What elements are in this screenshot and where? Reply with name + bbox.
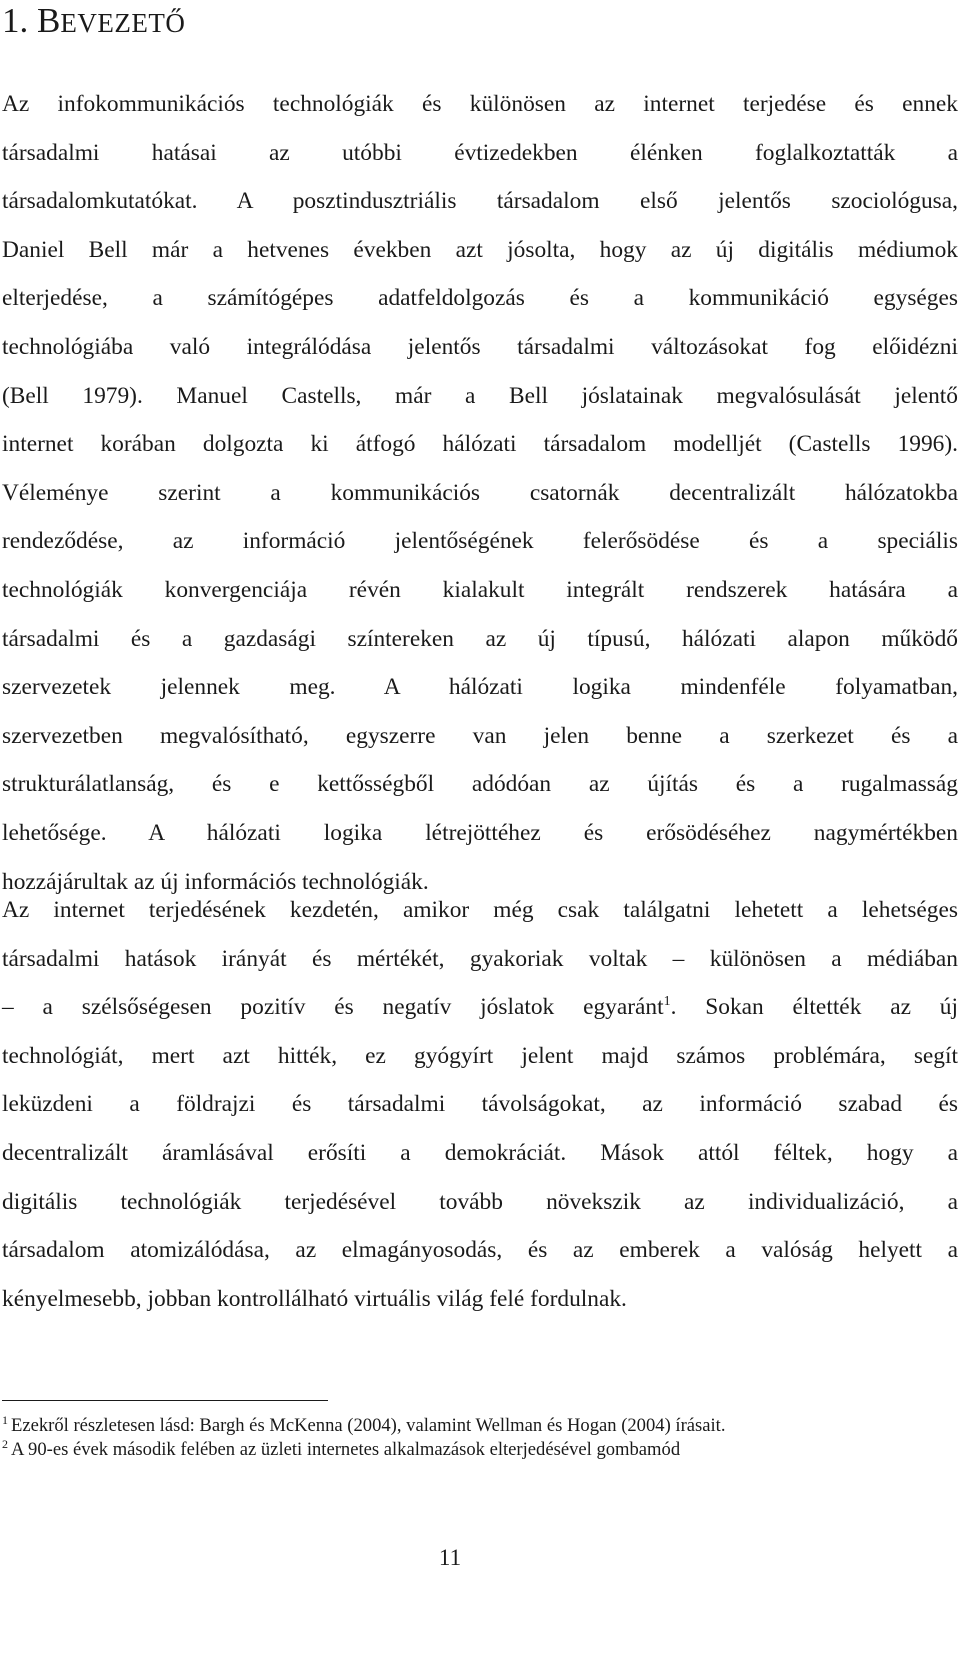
paragraph-line: Az internet terjedésének kezdetén, amikor még csak találgatni lehetett a lehetséges (2, 897, 958, 923)
paragraph-line: lehetősége. A hálózati logika létrejöttéhez és erősödéséhez nagymértékben (2, 819, 958, 846)
footnote-reference-1[interactable]: 1 (663, 994, 671, 1010)
heading-number: 1. B (2, 1, 61, 40)
paragraph-line: Véleménye szerint a kommunikációs csatornák decentralizált hálózatokba (2, 479, 958, 506)
paragraph-line: szervezetek jelennek meg. A hálózati logika mindenféle folyamatban, (2, 674, 958, 701)
paragraph-1 (2, 80, 958, 906)
paragraph-line-with-footnote-ref (2, 983, 958, 1032)
footnote-2 (2, 1438, 680, 1462)
paragraph-line: technológiába való integrálódása jelentős társadalmi változásokat fog előidézni (2, 333, 958, 360)
paragraph-line: rendeződése, az információ jelentőségének felerősödése és a speciális (2, 528, 958, 555)
paragraph-line: elterjedése, a számítógépes adatfeldolgozás és a kommunikáció egységes (2, 285, 958, 312)
paragraph-line: decentralizált áramlásával erősíti a demokráciát. Mások attól féltek, hogy a (2, 1139, 958, 1166)
paragraph-2 (2, 886, 958, 1323)
heading-smallcaps: EVEZETŐ (60, 8, 186, 38)
paragraph-line: (Bell 1979). Manuel Castells, már a Bell jóslatainak megvalósulását jelentő (2, 382, 958, 409)
paragraph-line: technológiát, mert azt hitték, ez gyógyírt jelent majd számos problémára, segít (2, 1042, 958, 1069)
paragraph-line: társadalomkutatókat. A posztindusztriális társadalom első jelentős szociológusa, (2, 188, 958, 215)
page-number: 11 (438, 1545, 462, 1570)
paragraph-line: kényelmesebb, jobban kontrollálható virtuális világ felé fordulnak. (2, 1285, 627, 1312)
footnote-1 (2, 1414, 726, 1438)
paragraph-line: leküzdeni a földrajzi és társadalmi távolságokat, az információ szabad és (2, 1091, 958, 1118)
paragraph-line: strukturálatlanság, és e kettősségből adódóan az újítás és a rugalmasság (2, 771, 958, 798)
line-text: – a szélsőségesen pozitív és negatív jóslatok egyaránt (2, 994, 664, 1021)
footnote-mark: 1 (2, 1413, 8, 1427)
paragraph-line: társadalmi és a gazdasági színtereken az új típusú, hálózati alapon működő (2, 625, 958, 652)
paragraph-line: szervezetben megvalósítható, egyszerre van jelen benne a szerkezet és a (2, 722, 958, 749)
section-heading (2, 0, 185, 44)
paragraph-line: hozzájárultak az új információs technológiák. (2, 868, 429, 895)
footnote-separator (2, 1400, 328, 1401)
paragraph-line: társadalom atomizálódása, az elmagányosodás, és az emberek a valóság helyett a (2, 1237, 958, 1264)
paragraph-line: digitális technológiák terjedésével tovább növekszik az individualizáció, a (2, 1188, 958, 1215)
paragraph-line: társadalmi hatások irányát és mértékét, gyakoriak voltak – különösen a médiában (2, 945, 958, 972)
paragraph-line: Daniel Bell már a hetvenes években azt jósolta, hogy az új digitális médiumok (2, 236, 958, 263)
footnote-mark: 2 (2, 1437, 8, 1451)
footnote-text: Ezekről részletesen lásd: Bargh és McKenna (2004), valamint Wellman és Hogan (2004) írásait. (11, 1415, 726, 1436)
paragraph-line: Az infokommunikációs technológiák és különösen az internet terjedése és ennek (2, 91, 958, 117)
paragraph-line: internet korában dolgozta ki átfogó hálózati társadalom modelljét (Castells 1996). (2, 431, 958, 458)
footnote-text: A 90-es évek második felében az üzleti internetes alkalmazások elterjedésével gombamód (11, 1439, 681, 1460)
paragraph-line: technológiák konvergenciája révén kialakult integrált rendszerek hatására a (2, 576, 958, 603)
line-text: . Sokan éltették az új (670, 994, 958, 1021)
paragraph-line: társadalmi hatásai az utóbbi évtizedekben élénken foglalkoztatták a (2, 139, 958, 166)
